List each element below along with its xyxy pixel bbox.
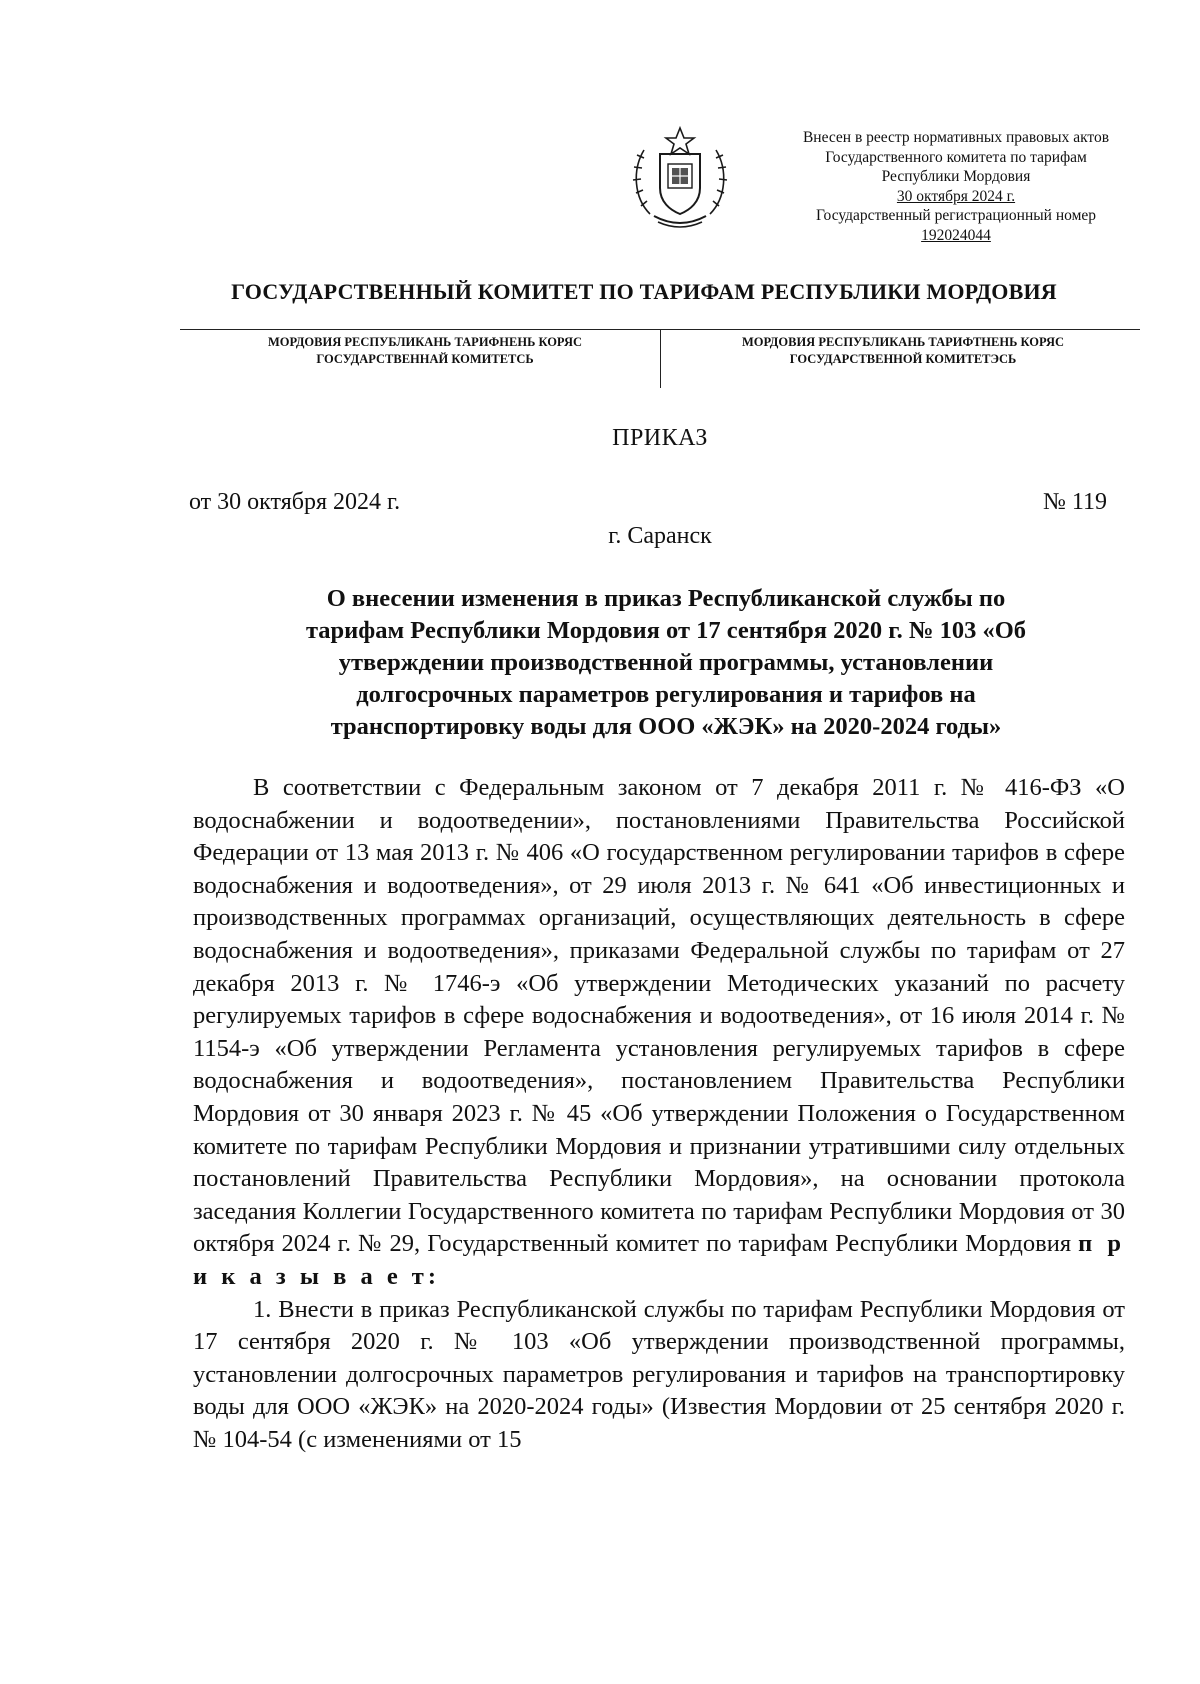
- title-line: транспортировку воды для ООО «ЖЭК» на 2020-2024 годы»: [330, 713, 1002, 740]
- order-number: № 119: [1042, 489, 1107, 515]
- title-line: долгосрочных параметров регулирования и тарифов на: [356, 681, 976, 708]
- title-line: О внесении изменения в приказ Республиканской службы по: [326, 585, 1006, 612]
- erzya-name: [668, 334, 1138, 368]
- coat-of-arms-icon: [628, 124, 732, 232]
- erzya-name-line: ГОСУДАРСТВЕННОЙ КОМИТЕТЭСЬ: [789, 352, 1017, 366]
- document-type: ПРИКАЗ: [612, 425, 708, 451]
- moksha-name-line: МОРДОВИЯ РЕСПУБЛИКАНЬ ТАРИФНЕНЬ КОРЯС: [268, 335, 582, 349]
- orders-keyword: п р и к а з ы в а е т:: [193, 1230, 1125, 1290]
- title-line: утверждении производственной программы, установлении: [338, 649, 994, 676]
- document-title: [236, 583, 1096, 743]
- header-vertical-divider: [660, 330, 661, 388]
- registry-date: 30 октября 2024 г.: [896, 187, 1016, 205]
- organization-title: ГОСУДАРСТВЕННЫЙ КОМИТЕТ ПО ТАРИФАМ РЕСПУБЛИКИ МОРДОВИЯ: [231, 279, 1057, 304]
- body-paragraph-preamble: [193, 772, 1125, 1294]
- preamble-text: В соответствии с Федеральным законом от 7 декабря 2011 г. № 416-ФЗ «О водоснабжении и водоотведении», постановлениями Правительства Российской Федерации от 13 мая 2013 г. № 406 «О государственном регулировании тарифов в сфере водоснабжения и водоотведения», от 29 июля 2013 г. № 641 «Об инвестиционных и производственных программах организаций, осуществляющих деятельность в сфере водоснабжения и водоотведения», приказами Федеральной службы по тарифам от 27 декабря 2013 г. № 1746-э «Об утверждении Методических указаний по расчету регулируемых тарифов в сфере водоснабжения и водоотведения», от 16 июля 2014 г. № 1154-э «Об утверждении Регламента установления регулируемых тарифов в сфере водоснабжения и водоотведения», постановлением Правительства Республики Мордовия от 30 января 2023 г. № 45 «Об утверждении Положения о Государственном комитете по тарифам Республики Мордовия и признании утратившими силу отдельных постановлений Правительства Республики Мордовия», на основании протокола заседания Коллегии Государственного комитета по тарифам Республики Мордовия от 30 октября 2024 г. № 29, Государственный комитет по тарифам Республики Мордовия: [193, 774, 1125, 1258]
- order-city: г. Саранск: [608, 523, 712, 549]
- moksha-name-line: ГОСУДАРСТВЕННАЙ КОМИТЕТСЬ: [316, 352, 534, 366]
- body-paragraph-1: 1. Внести в приказ Республиканской службы по тарифам Республики Мордовия от 17 сентября 2020 г. № 103 «Об утверждении производственной программы, установлении долгосрочных параметров регулирования и тарифов на транспортировку воды для ООО «ЖЭК» на 2020-2024 годы» (Известия Мордовии от 25 сентября 2020 г. № 104-54 (с изменениями от 15: [193, 1295, 1125, 1453]
- erzya-name-line: МОРДОВИЯ РЕСПУБЛИКАНЬ ТАРИФТНЕНЬ КОРЯС: [741, 335, 1065, 349]
- registry-number: 192024044: [921, 226, 991, 244]
- registry-line: Государственный регистрационный номер: [815, 207, 1097, 224]
- title-line: тарифам Республики Мордовия от 17 сентября 2020 г. № 103 «Об: [305, 617, 1027, 644]
- order-date: от 30 октября 2024 г.: [189, 489, 401, 515]
- document-body: [193, 772, 1125, 1456]
- registry-line: Государственного комитета по тарифам: [825, 148, 1087, 166]
- moksha-name: [190, 334, 660, 368]
- registry-line: Внесен в реестр нормативных правовых актов: [802, 129, 1110, 146]
- registry-line: Республики Мордовия: [881, 168, 1031, 185]
- registry-stamp: [742, 128, 1170, 245]
